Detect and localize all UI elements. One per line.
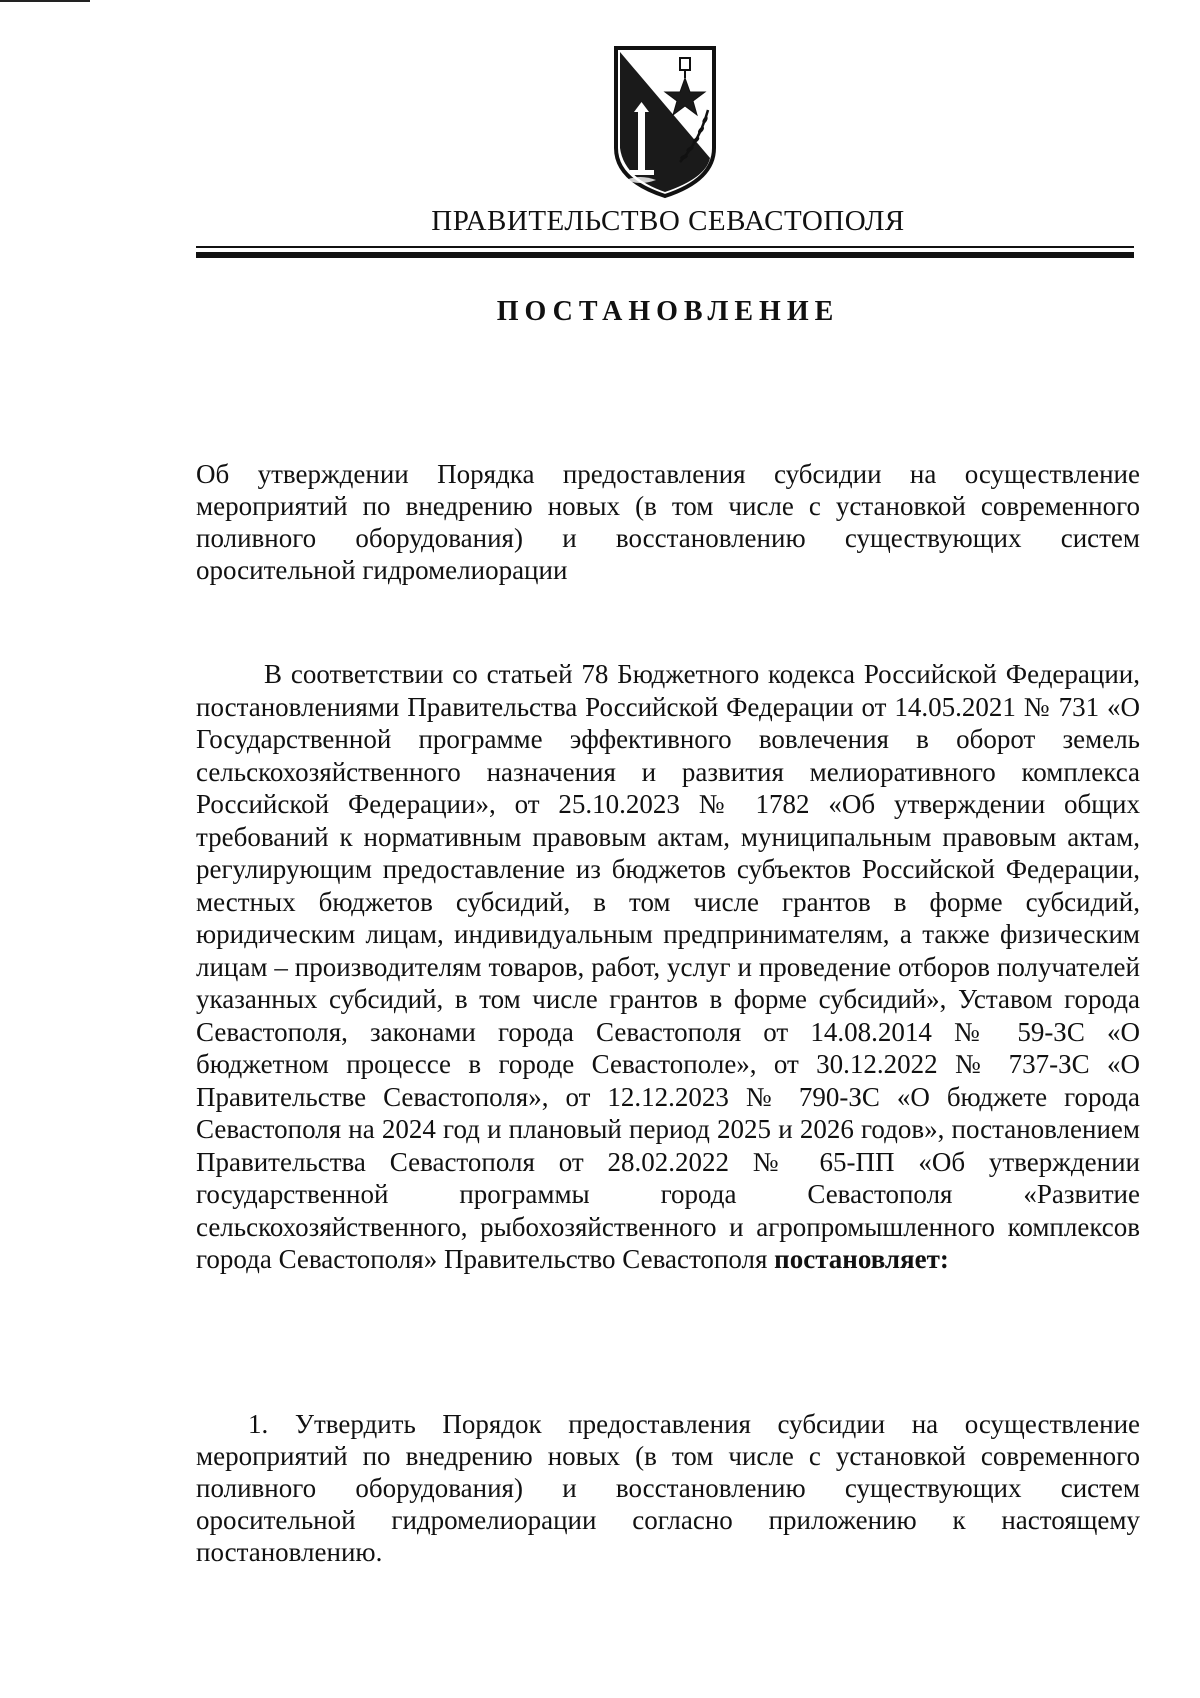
header-rule-thick [196,252,1134,258]
preamble-text: В соответствии со статьей 78 Бюджетного кодекса Российской Федерации, постановлениями Правительства Российской Федерации от 14.05.2021 № 731 «О Государственной программе эффективного вовлечения в оборот земель сельскохозяйственного назначения и развития мелиоративного комплекса Российской Федерации», от 25.10.2023 № 1782 «Об утверждении общих требований к нормативным правовым актам, муниципальным правовым актам, регулирующим предоставление из бюджетов субъектов Российской Федерации, местных бюджетов субсидий, в том числе грантов в форме субсидий, юридическим лицам, индивидуальным предпринимателям, а также физическим лицам – производителям товаров, работ, услуг и проведение отборов получателей указанных субсидий, в том числе грантов в форме субсидий», Уставом города Севастополя, законами города Севастополя от 14.08.2014 № 59-ЗС «О бюджетном процессе в городе Севастополе», от 30.12.2022 № 737-ЗС «О Правительстве Севастополя», от 12.12.2023 № 790-ЗС «О бюджете города Севастополя на 2024 год и плановый период 2025 и 2026 годов», постановлением Правительства Севастополя от 28.02.2022 № 65-ПП «Об утверждении государственной программы города Севастополя «Развитие сельскохозяйственного, рыбохозяйственного и агропромышленного комплексов города Севастополя» Правительство Севастополя [196,659,1140,1274]
resolves-word: постановляет: [774,1244,949,1274]
scan-edge-mark [0,0,90,2]
government-title: ПРАВИТЕЛЬСТВО СЕВАСТОПОЛЯ [431,205,905,237]
document-subject: Об утверждении Порядка предоставления субсидии на осуществление мероприятий по внедрению новых (в том числе с установкой современного поливного оборудования) и восстановлению существующих систем оросительной гидромелиорации [196,459,1140,585]
sevastopol-coat-of-arms-icon [610,40,720,200]
clause-1: 1. Утвердить Порядок предоставления субсидии на осуществление мероприятий по внедрению новых (в том числе с установкой современного поливного оборудования) и восстановлению существующих систем оросительной гидромелиорации согласно приложению к настоящему постановлению. [196,1409,1140,1567]
document-type-title: ПОСТАНОВЛЕНИЕ [496,296,840,327]
header-rule-thin [196,246,1134,248]
preamble-paragraph [196,658,1140,1276]
